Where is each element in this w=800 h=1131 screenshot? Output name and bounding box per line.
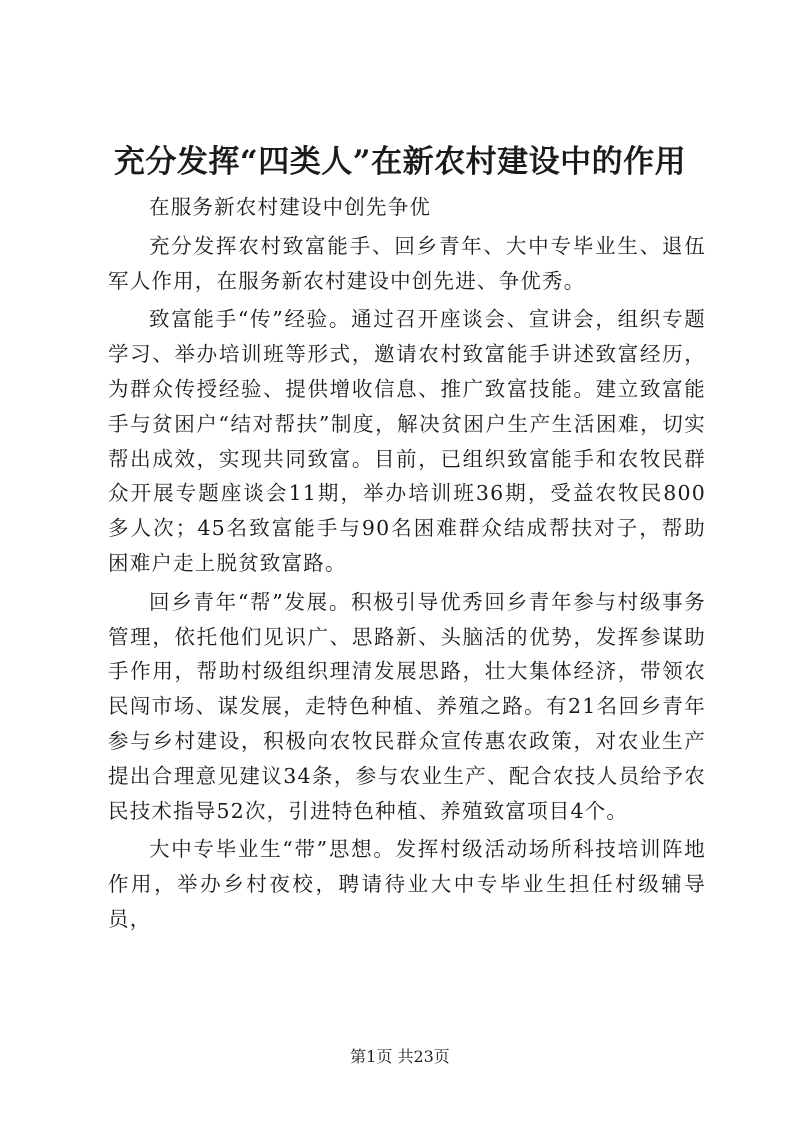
paragraph-returning-youth: 回乡青年“帮”发展。积极引导优秀回乡青年参与村级事务管理，依托他们见识广、思路新、头脑活的优势，发挥参谋助手作用，帮助村级组织理清发展思路，壮大集体经济，带领农民闯市场、谋发展，走特色种植、养殖之路。有21名回乡青年参与乡村建设，积极向农牧民群众宣传惠农政策，对农业生产提出合理意见建议34条，参与农业生产、配合农技人员给予农民技术指导52次，引进特色种植、养殖致富项目4个。 [108,589,706,823]
page-number-footer: 第1页 共23页 [350,1047,450,1066]
paragraph-graduates: 大中专毕业生“带”思想。发挥村级活动场所科技培训阵地作用，举办乡村夜校，聘请待业大中专毕业生担任村级辅导员， [108,837,706,931]
intro-paragraph: 充分发挥农村致富能手、回乡青年、大中专毕业生、退伍军人作用，在服务新农村建设中创先进、争优秀。 [108,233,706,293]
document-body [108,190,706,941]
paragraph-wealth-experts: 致富能手“传”经验。通过召开座谈会、宣讲会，组织专题学习、举办培训班等形式，邀请农村致富能手讲述致富经历，为群众传授经验、提供增收信息、推广致富技能。建立致富能手与贫困户“结对帮扶”制度，解决贫困户生产生活困难，切实帮出成效，实现共同致富。目前，已组织致富能手和农牧民群众开展专题座谈会11期，举办培训班36期，受益农牧民800多人次；45名致富能手与90名困难群众结成帮扶对子，帮助困难户走上脱贫致富路。 [108,307,706,575]
subtitle-paragraph: 在服务新农村建设中创先争优 [149,195,432,219]
document-title: 充分发挥“四类人”在新农村建设中的作用 [113,144,687,180]
